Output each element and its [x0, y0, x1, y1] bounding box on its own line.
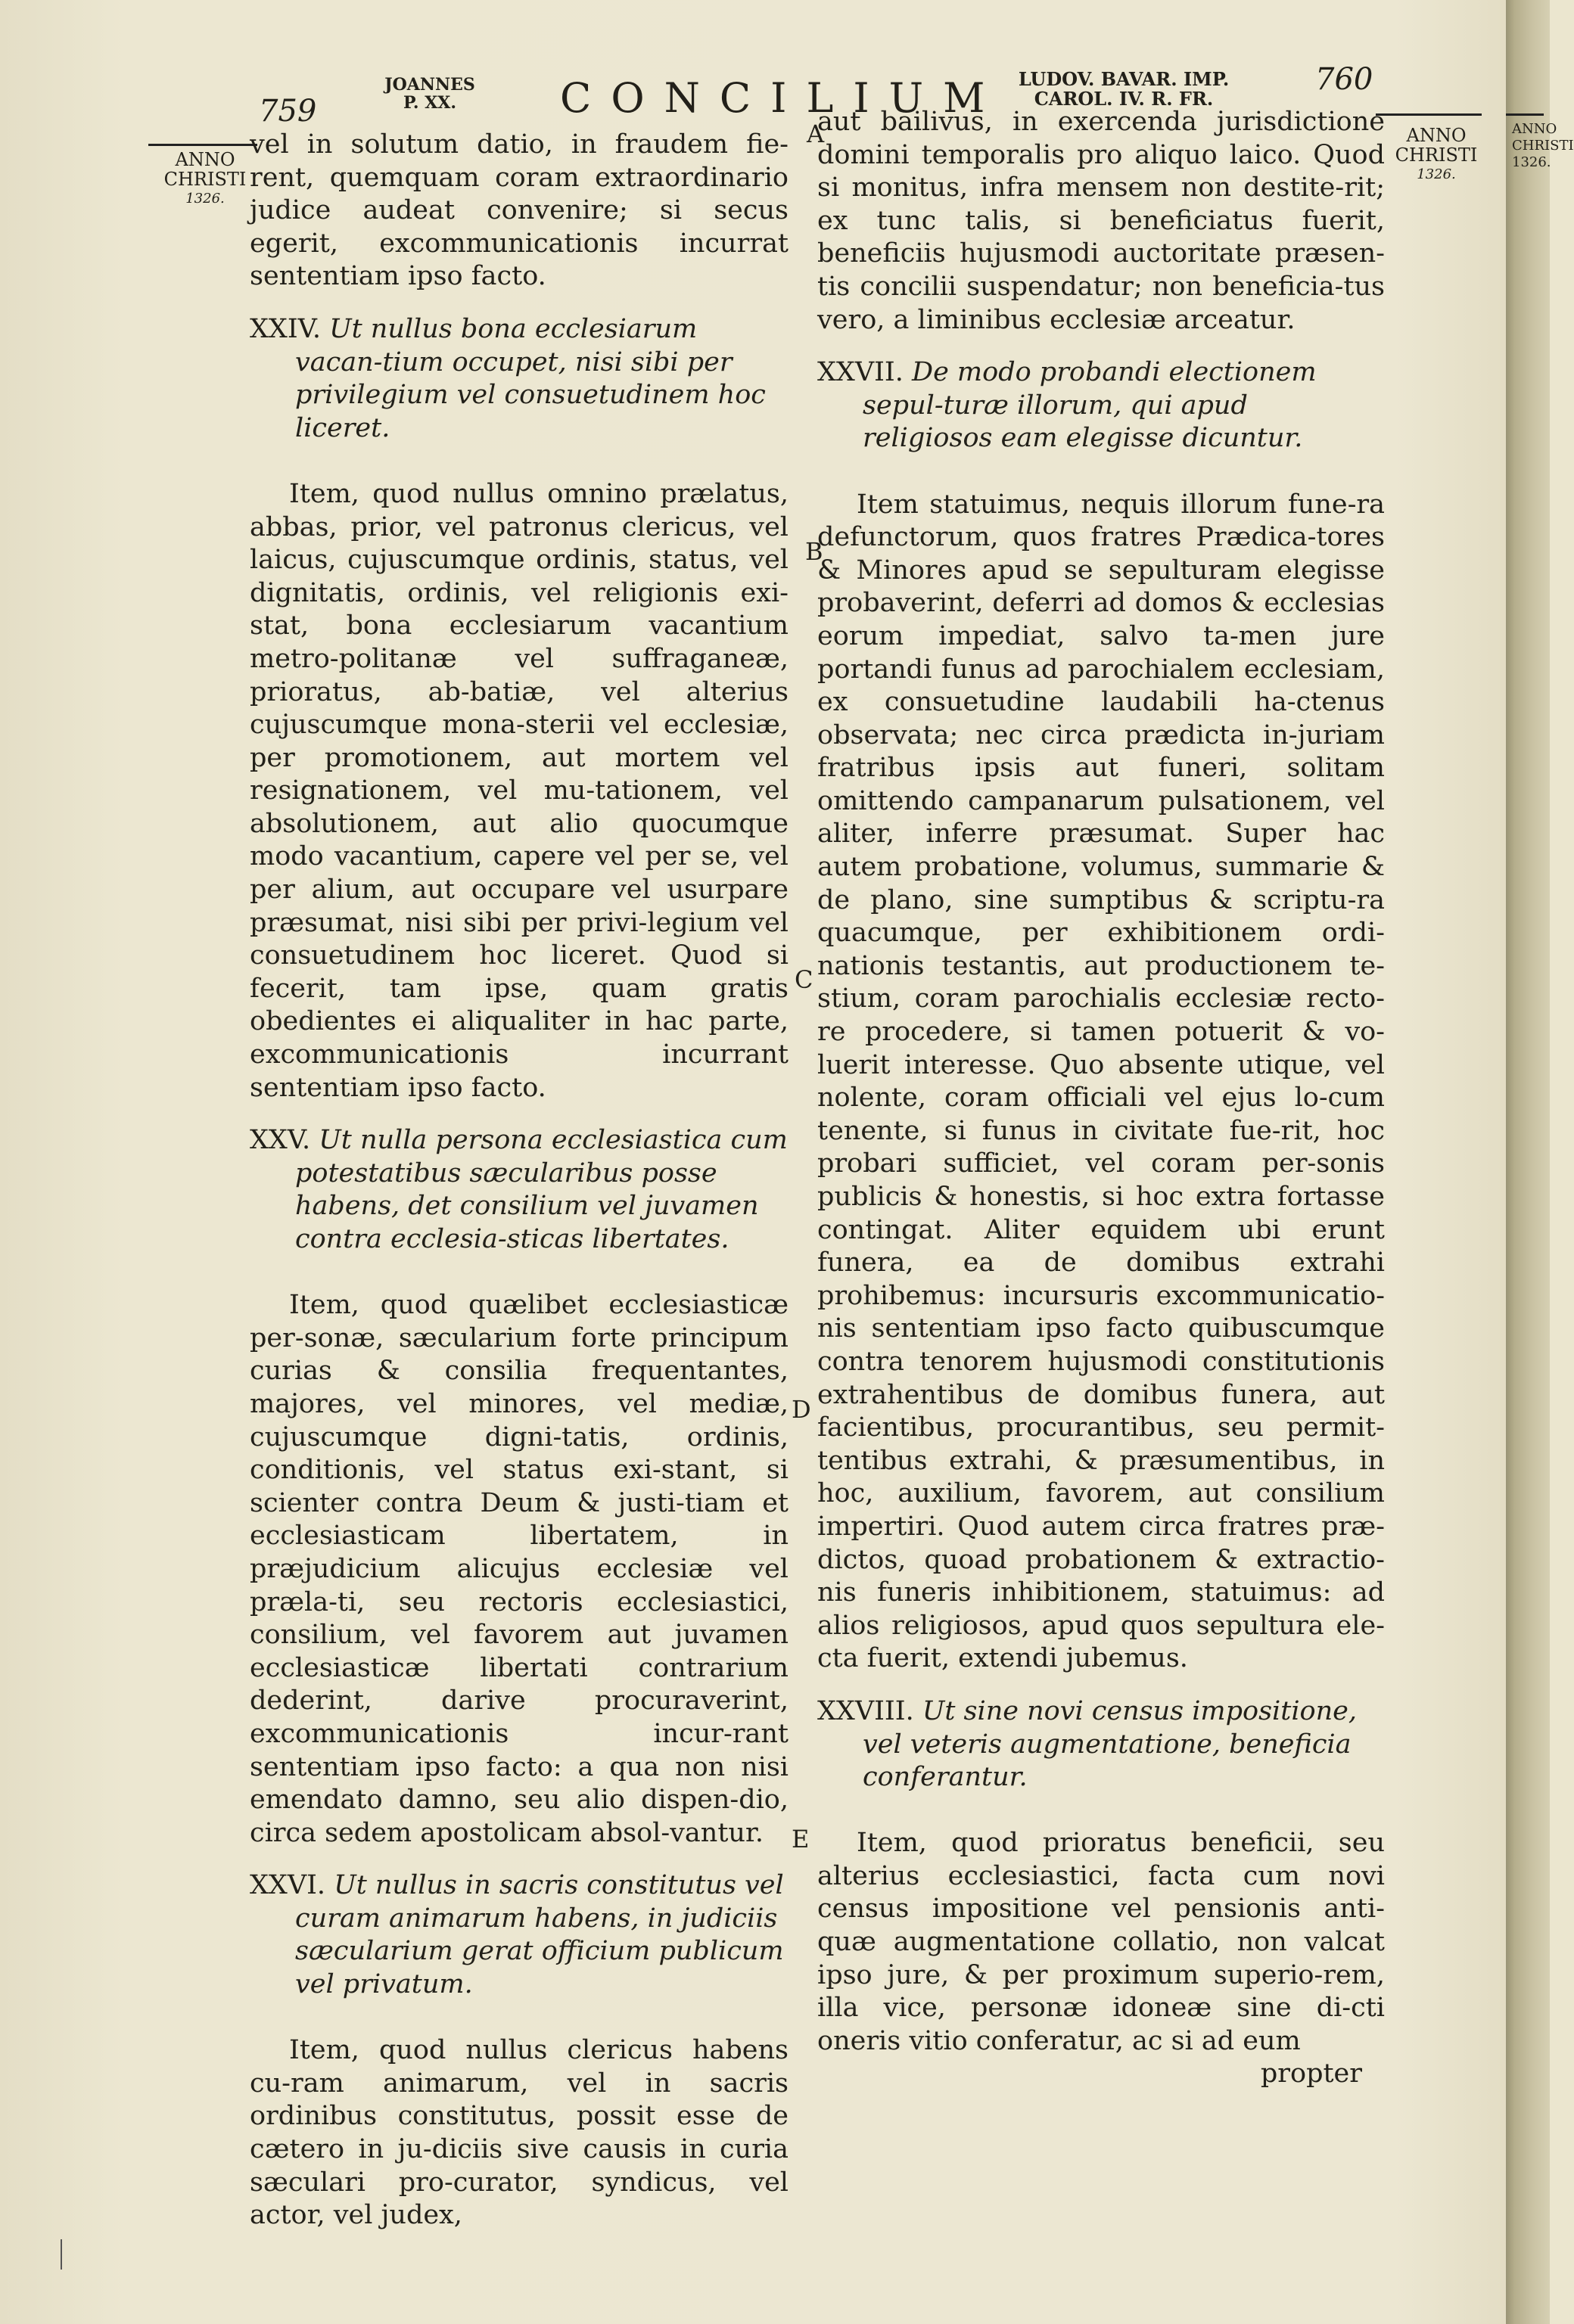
canon-heading-xxviii: XXVIII. Ut sine novi census impositione, vel veteris augmentatione, beneficia conferantur.	[817, 1695, 1357, 1793]
canon-text-xxvii: Item statuimus, nequis illorum fune-ra defunctorum, quos fratres Prædica-tores & Minores apud se sepulturam elegisse probaverint, deferri ad domos & ecclesias eorum impediat, salvo ta-men jure portandi funus ad parochialem ecclesiam, ex consuetudine laudabili ha-ctenus observata; nec circa prædicta in-juriam fratribus ipsis aut funeri, solitam omittendo campanarum pulsationem, vel aliter, inferre præsumat. Super hac autem probatione, volumus, summarie & de plano, sine sumptibus & scriptu-ra quacumque, per exhibitionem ordi-nationis testantis, aut productionem te-stium, coram parochialis ecclesiæ recto-re procedere, si tamen potuerit & vo-luerit interesse. Quo absente utique, vel nolente, coram officiali vel ejus lo-cum tenente, si funus in civitate fue-rit, hoc probari sufficiet, vel coram per-sonis publicis & honestis, si hoc extra fortasse contingat. Aliter equidem ubi erunt funera, ea de domibus extrahi prohibemus: incursuris excommunicatio-nis sententiam ipso facto quibuscumque contra tenorem hujusmodi constitutionis extrahentibus de domibus funera, aut facientibus, procurantibus, seu permit-tentibus extrahi, & præsumentibus, in hoc, auxilium, favorem, aut consilium impertiri. Quod autem circa fratres præ-dictos, quoad probationem & extractio-nis funeris inhibitionem, statuimus: ad alios religiosos, apud quos sepultura ele-cta fuerit, extendi jubemus.	[817, 489, 1385, 1674]
page-number-left: 759	[259, 94, 317, 129]
canon-text-xxv: Item, quod quælibet ecclesiasticæ per-sonæ, sæcularium forte principum curias & consilia frequentantes, majores, vel minores, vel mediæ, cujuscumque digni-tatis, ordinis, conditionis, vel status exi-stant, si scienter contra Deum & justi-tiam et ecclesiasticam libertatem, in præjudicium alicujus ecclesiæ vel præla-ti, seu rectoris ecclesiastici, consilium, vel favorem aut juvamen ecclesiasticæ libertati contrarium dederint, darive procuraverint, excommunicationis incur-rant sententiam ipso facto: a qua non nisi emendato damno, seu alio dispen-dio, circa sedem apostolicam absol-vantur.	[250, 1290, 789, 1848]
left-intro-text: vel in solutum datio, in fraudem fie-rent, quemquam coram extraordinario judice audeat convenire; si secus egerit, excommunicationis incurrat sententiam ipso facto.	[250, 129, 789, 292]
section-marker-a: A	[807, 120, 825, 148]
catchword: propter	[1260, 2058, 1362, 2089]
left-column	[250, 129, 789, 2232]
canon-heading-xxiv: XXIV. Ut nullus bona ecclesiarum vacan-tium occupet, nisi sibi per privilegium vel consuetudinem hoc liceret.	[250, 313, 766, 443]
section-marker-b: B	[805, 537, 823, 566]
page-gutter	[1506, 0, 1574, 2324]
canon-text-xxvi: Item, quod nullus clericus habens cu-ram animarum, vel in sacris ordinibus constitutus, possit esse de cætero in ju-diciis sive causis in curia sæculari pro-curator, syndicus, vel actor, vel judex,	[250, 2035, 789, 2231]
section-marker-c: C	[795, 965, 813, 994]
canon-text-xxviii: Item, quod prioratus beneficii, seu alterius ecclesiastici, facta cum novi census impositione vel pensionis anti-quæ augmentatione collatio, non valcat ipso jure, & per proximum superio-rem, illa vice, personæ idoneæ sine di-cti oneris vitio conferatur, ac si ad eum	[817, 1828, 1385, 2056]
right-intro-text: aut bailivus, in exercenda jurisdictione domini temporalis pro aliquo laico. Quod si monitus, infra mensem non destite-rit; ex tunc talis, si beneficiatus fuerit, beneficiis hujusmodi auctoritate præsen-tis concilii suspendatur; non beneficia-tus vero, a liminibus ecclesiæ arceatur.	[817, 107, 1385, 335]
margin-rule-right	[1376, 113, 1482, 116]
margin-rule-left	[148, 144, 257, 146]
canon-text-xxiv: Item, quod nullus omnino prælatus, abbas, prior, vel patronus clericus, vel laicus, cujuscumque ordinis, status, vel dignitatis, ordinis, vel religionis exi-stat, bona ecclesiarum vacantium metro-politanæ vel suffraganeæ, prioratus, ab-batiæ, vel alterius cujuscumque mona-sterii vel ecclesiæ, per promotionem, aut mortem vel resignationem, vel mu-tationem, vel absolutionem, aut alio quocumque modo vacantium, capere vel per se, vel per alium, aut occupare vel usurpare præsumat, nisi sibi per privi-legium vel consuetudinem hoc liceret. Quod si fecerit, tam ipse, quam gratis obedientes ei aliqualiter in hac parte, excommunicationis incurrant sententiam ipso facto.	[250, 478, 789, 1103]
margin-year-left: ANNO CHRISTI 1326.	[163, 149, 247, 207]
header-title: CONCILIUM	[560, 74, 1005, 122]
section-marker-d: D	[792, 1395, 811, 1424]
gutter-rule	[1506, 113, 1544, 116]
header-pope: JOANNES P. XX.	[384, 75, 475, 113]
section-marker-e: E	[792, 1825, 810, 1853]
header-rulers: LUDOV. BAVAR. IMP. CAROL. IV. R. FR.	[1018, 68, 1230, 110]
edge-mark	[61, 2239, 62, 2270]
margin-year-right: ANNO CHRISTI 1326.	[1395, 125, 1478, 182]
page-number-right: 760	[1315, 62, 1373, 97]
right-column	[817, 106, 1385, 2091]
canon-heading-xxvii: XXVII. De modo probandi electionem sepul-turæ illorum, qui apud religiosos eam elegisse dicuntur.	[817, 357, 1317, 454]
canon-heading-xxv: XXV. Ut nulla persona ecclesiastica cum potestatibus sæcularibus posse habens, det consilium vel juvamen contra ecclesia-sticas libertates.	[250, 1125, 788, 1254]
canon-heading-xxvi: XXVI. Ut nullus in sacris constitutus vel curam animarum habens, in judiciis sæcularium gerat officium publicum vel privatum.	[250, 1870, 784, 2000]
gutter-year-note: ANNO CHRISTI 1326.	[1512, 121, 1574, 170]
